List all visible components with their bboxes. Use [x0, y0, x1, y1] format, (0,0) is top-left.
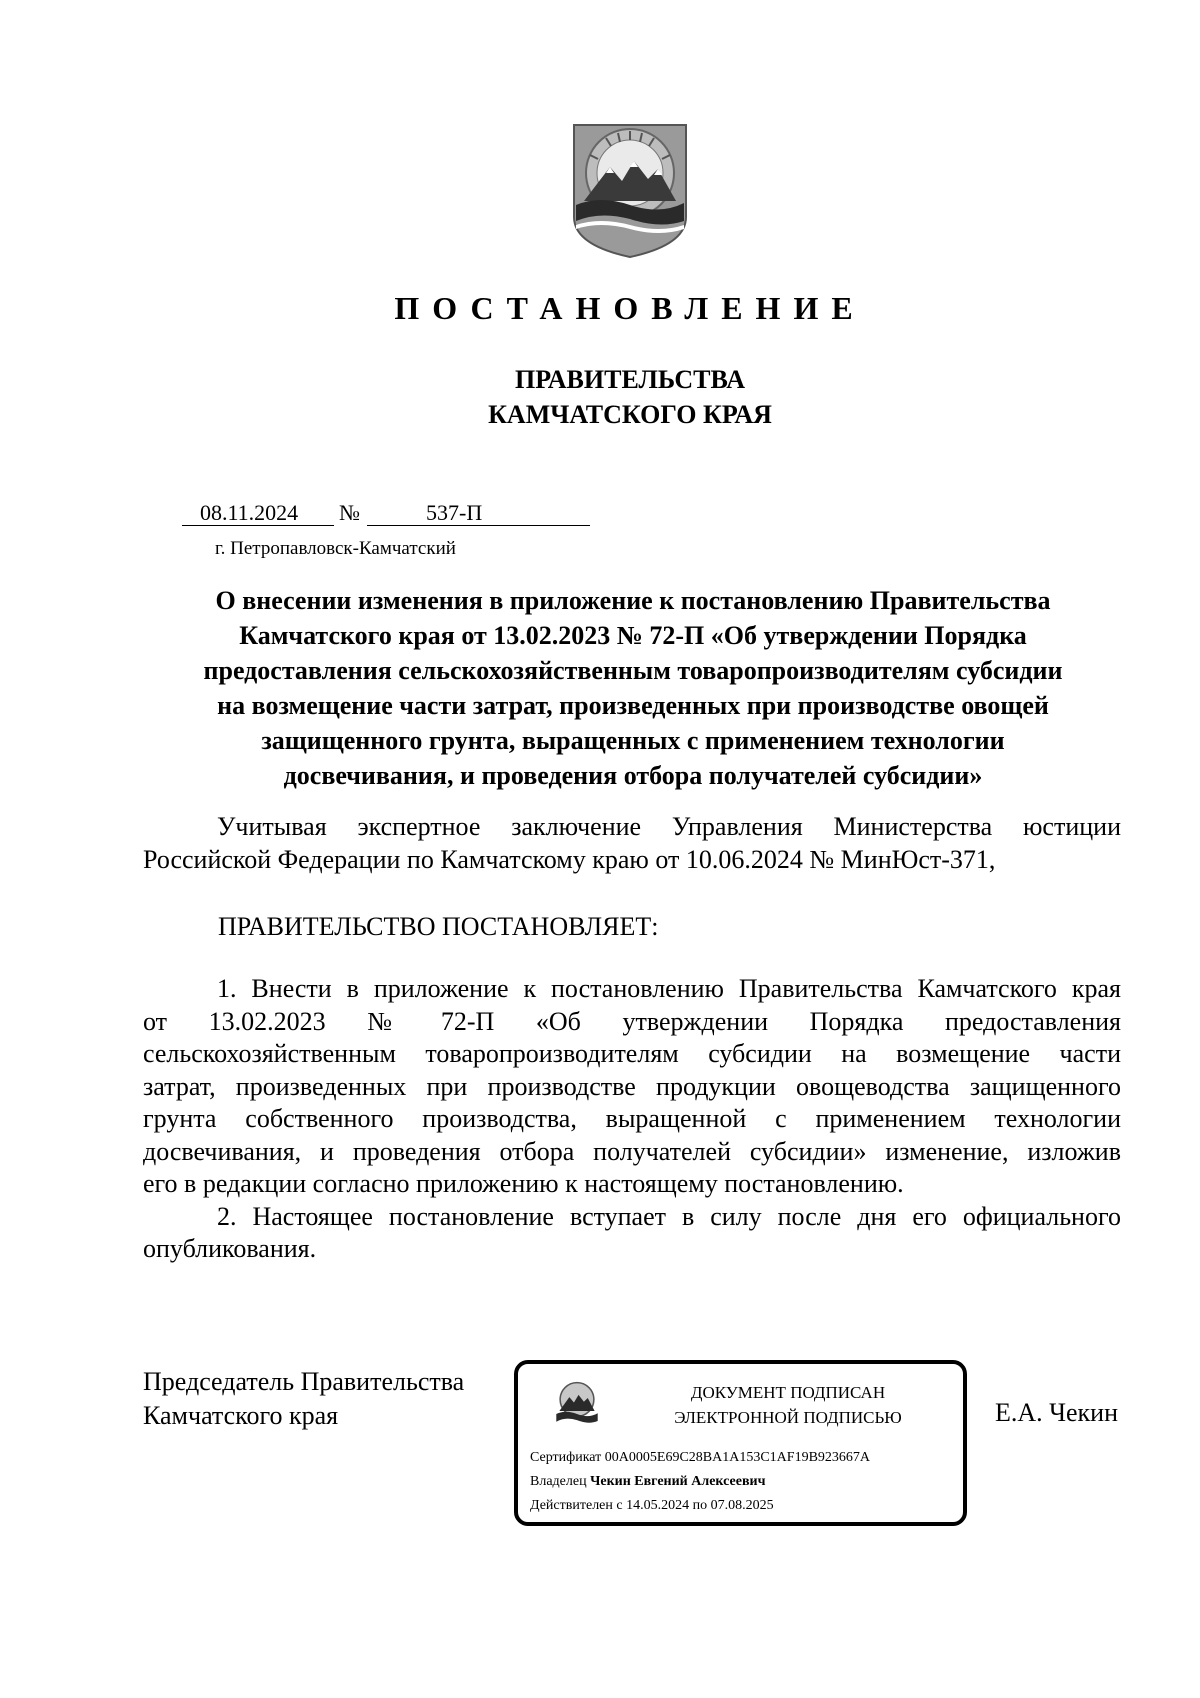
electronic-signature-stamp: [514, 1360, 967, 1526]
owner-value: Чекин Евгений Алексеевич: [590, 1474, 766, 1489]
subject-line: на возмещение части затрат, произведенных при производстве овощей: [217, 691, 1049, 720]
subject-line: досвечивания, и проведения отбора получателей субсидии»: [283, 761, 983, 790]
subject-line: О внесении изменения в приложение к постановлению Правительства: [215, 586, 1051, 615]
valid-to-label: по: [692, 1498, 708, 1513]
item-1-line: его в редакции согласно приложению к настоящему постановлению.: [143, 1169, 904, 1198]
document-number: 537-П: [426, 500, 483, 525]
document-title: ПОСТАНОВЛЕНИЕ: [394, 290, 866, 326]
item-1-line: от 13.02.2023 № 72-П «Об утверждении Порядка предоставления: [143, 1006, 1121, 1036]
certificate-value: 00A0005E69C28BA1A153C1AF19B923667A: [604, 1450, 871, 1465]
stamp-heading-line-1: ДОКУМЕНТ ПОДПИСАН: [690, 1383, 886, 1402]
preamble-line: Российской Федерации по Камчатскому краю от 10.06.2024 № МинЮст-371,: [143, 845, 996, 874]
date-number-line: [182, 500, 590, 530]
certificate-row: [530, 1450, 870, 1466]
stamp-heading-line-2: ЭЛЕКТРОННОЙ ПОДПИСЬЮ: [674, 1408, 902, 1427]
item-1-line: грунта собственного производства, выращенной с применением технологии: [143, 1104, 1121, 1133]
item-1-paragraph: [143, 973, 1121, 1266]
item-1-line: затрат, произведенных при производстве продукции овощеводства защищенного: [143, 1071, 1121, 1101]
city: г. Петропавловск-Камчатский: [215, 538, 456, 559]
item-1-line: досвечивания, и проведения отбора получателей субсидии» изменение, изложив: [143, 1136, 1121, 1166]
certificate-label: Сертификат: [530, 1450, 602, 1465]
issuer-line-1: ПРАВИТЕЛЬСТВА: [515, 365, 745, 394]
issuer-line-2: КАМЧАТСКОГО КРАЯ: [488, 400, 772, 429]
item-2-line: опубликования.: [143, 1234, 317, 1263]
valid-from: 14.05.2024: [626, 1498, 690, 1513]
document-date: 08.11.2024: [200, 500, 299, 525]
document-subject: [143, 583, 1123, 793]
signatory-position: [143, 1365, 464, 1433]
owner-row: [530, 1474, 765, 1490]
owner-label: Владелец: [530, 1474, 587, 1489]
signatory-name: Е.А. Чекин: [994, 1398, 1118, 1427]
item-2-line: 2. Настоящее постановление вступает в силу после дня его официального: [217, 1201, 1121, 1231]
valid-label: Действителен с: [530, 1498, 623, 1513]
kamchatka-coat-of-arms-icon: [570, 121, 690, 259]
position-line: Камчатского края: [143, 1401, 339, 1430]
number-sign: №: [339, 500, 360, 525]
position-line: Председатель Правительства: [143, 1367, 465, 1396]
kamchatka-coat-of-arms-icon: [554, 1378, 600, 1434]
valid-to: 07.08.2025: [710, 1498, 774, 1513]
resolves-heading: ПРАВИТЕЛЬСТВО ПОСТАНОВЛЯЕТ:: [218, 912, 659, 941]
subject-line: предоставления сельскохозяйственным товаропроизводителям субсидии: [203, 656, 1063, 685]
item-1-line: сельскохозяйственным товаропроизводителям субсидии на возмещение части: [143, 1039, 1121, 1068]
subject-line: защищенного грунта, выращенных с применением технологии: [261, 726, 1005, 755]
validity-row: [530, 1498, 774, 1514]
subject-line: Камчатского края от 13.02.2023 № 72-П «Об утверждении Порядка: [239, 621, 1027, 650]
preamble-line: Учитывая экспертное заключение Управления Министерства юстиции: [217, 812, 1121, 841]
item-1-line: 1. Внести в приложение к постановлению Правительства Камчатского края: [217, 974, 1121, 1003]
preamble-paragraph: [143, 810, 1121, 876]
